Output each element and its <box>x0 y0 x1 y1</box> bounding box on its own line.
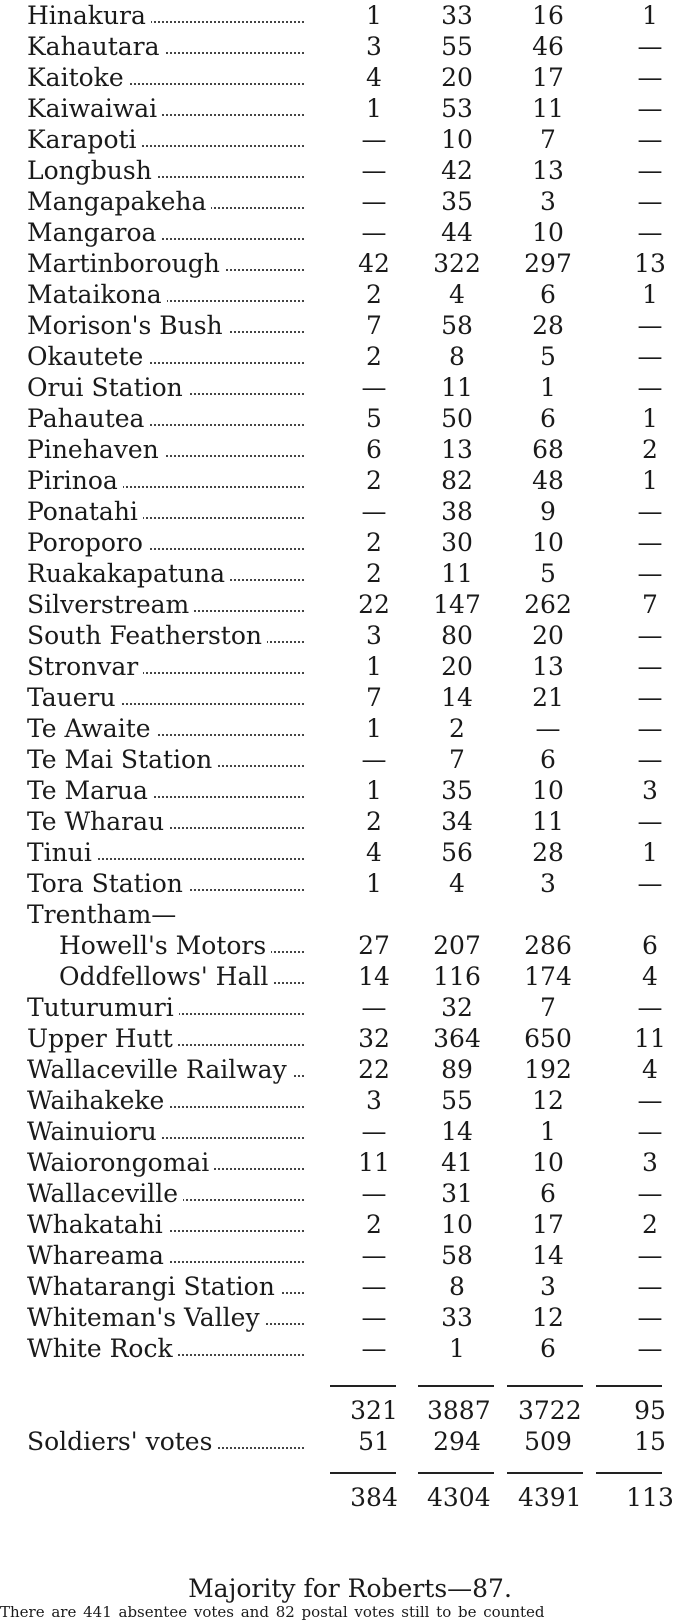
table-row <box>0 372 700 403</box>
vote-count-c4: 1 <box>642 280 658 309</box>
vote-count-c2: 322 <box>433 249 481 278</box>
vote-count-c2: 11 <box>441 373 473 402</box>
vote-count-c4: — <box>637 528 663 557</box>
polling-place-name: Wainuioru <box>27 1116 312 1147</box>
table-row <box>0 992 700 1023</box>
vote-count-c1: — <box>361 745 387 774</box>
vote-count-c2: 147 <box>433 590 481 619</box>
table-row <box>0 496 700 527</box>
vote-count-c3: 21 <box>532 683 564 712</box>
vote-count-c4: — <box>637 683 663 712</box>
vote-count-c1: — <box>361 1179 387 1208</box>
vote-count-c2: 34 <box>441 807 473 836</box>
vote-count-c3: 262 <box>524 590 572 619</box>
vote-count-c4 <box>620 899 680 930</box>
polling-place-name: Wallaceville <box>27 1178 312 1209</box>
vote-count-c3: 10 <box>532 218 564 247</box>
table-row <box>0 465 700 496</box>
vote-count-c3: 28 <box>532 311 564 340</box>
vote-count-c2: 35 <box>441 187 473 216</box>
vote-count-c3 <box>518 899 578 930</box>
vote-count-c4: — <box>637 1334 663 1363</box>
polling-place-name: Stronvar <box>27 651 312 682</box>
vote-count-c1: 2 <box>366 280 382 309</box>
vote-count-c1: 4 <box>366 838 382 867</box>
subtotal-rule-c1 <box>330 1385 396 1387</box>
vote-count-c2: 41 <box>441 1148 473 1177</box>
table-row <box>0 1178 700 1209</box>
vote-count-c3: 17 <box>532 1210 564 1239</box>
vote-count-c4: 2 <box>642 1210 658 1239</box>
vote-count-c3: 11 <box>532 807 564 836</box>
polling-place-name: Waiorongomai <box>27 1147 312 1178</box>
vote-count-c2: 35 <box>441 776 473 805</box>
subtotal-rule-c3 <box>507 1385 583 1387</box>
vote-count-c2: 56 <box>441 838 473 867</box>
vote-count-c2: 11 <box>441 559 473 588</box>
vote-count-c3: 5 <box>540 559 556 588</box>
vote-count-c1: 3 <box>366 32 382 61</box>
vote-count-c3: 286 <box>524 931 572 960</box>
total-rule-c3 <box>507 1472 583 1474</box>
table-row <box>0 1147 700 1178</box>
vote-count-c3: 28 <box>532 838 564 867</box>
vote-count-c1: 1 <box>366 652 382 681</box>
vote-count-c3: 1 <box>540 1117 556 1146</box>
vote-count-c4: — <box>637 497 663 526</box>
subtotal-row <box>0 1395 700 1426</box>
vote-count-c2: 58 <box>441 311 473 340</box>
subtotal-rule-c4 <box>596 1385 662 1387</box>
polling-place-name: Whareama <box>27 1240 312 1271</box>
total-row <box>0 1482 700 1513</box>
total-rule-c2 <box>418 1472 494 1474</box>
polling-place-name: Te Awaite <box>27 713 312 744</box>
vote-count-c2: 82 <box>441 466 473 495</box>
vote-count-c1: 3 <box>366 621 382 650</box>
vote-count-c4: — <box>637 311 663 340</box>
vote-count-c2: 89 <box>441 1055 473 1084</box>
vote-count-c1: — <box>361 1117 387 1146</box>
vote-count-c1: 11 <box>358 1148 390 1177</box>
table-row <box>0 930 700 961</box>
vote-count-c3: 12 <box>532 1303 564 1332</box>
vote-count-c2: 1 <box>449 1334 465 1363</box>
table-row <box>0 93 700 124</box>
polling-place-name: Silverstream <box>27 589 312 620</box>
polling-place-name: Whakatahi <box>27 1209 312 1240</box>
table-row <box>0 186 700 217</box>
vote-count-c4: — <box>637 559 663 588</box>
polling-place-name: Te Marua <box>27 775 312 806</box>
table-row <box>0 1333 700 1364</box>
table-row <box>0 558 700 589</box>
vote-count-c4: 7 <box>642 590 658 619</box>
vote-count-c1: 2 <box>366 559 382 588</box>
vote-count-c3: 16 <box>532 1 564 30</box>
polling-place-name: South Featherston <box>27 620 312 651</box>
vote-count-c3: 68 <box>532 435 564 464</box>
table-row <box>0 1085 700 1116</box>
polling-place-name: Morison's Bush <box>27 310 312 341</box>
vote-count-c2: 8 <box>449 342 465 371</box>
vote-count-c1: 1 <box>366 869 382 898</box>
vote-count-c4: 1 <box>642 1 658 30</box>
table-row <box>0 1116 700 1147</box>
polling-place-name: Poroporo <box>27 527 312 558</box>
subtotal-rule-c2 <box>418 1385 494 1387</box>
polling-place-name: Pahautea <box>27 403 312 434</box>
vote-count-c3: — <box>535 714 561 743</box>
vote-count-c3: 3 <box>540 187 556 216</box>
vote-count-c4: — <box>637 32 663 61</box>
vote-count-c2: 33 <box>441 1 473 30</box>
vote-count-c3: 9 <box>540 497 556 526</box>
vote-count-c4: — <box>637 1272 663 1301</box>
vote-count-c4: 13 <box>634 249 666 278</box>
vote-count-c2: 8 <box>449 1272 465 1301</box>
vote-count-c3: 5 <box>540 342 556 371</box>
vote-count-c2: 10 <box>441 1210 473 1239</box>
polling-place-name: Pinehaven <box>27 434 312 465</box>
vote-count-c3: 6 <box>540 745 556 774</box>
vote-count-c1: 32 <box>358 1024 390 1053</box>
polling-place-name: White Rock <box>27 1333 312 1364</box>
vote-count-c1: 7 <box>366 311 382 340</box>
vote-count-c2: 50 <box>441 404 473 433</box>
polling-place-name: Tuturumuri <box>27 992 312 1023</box>
vote-count-c3: 12 <box>532 1086 564 1115</box>
vote-count-c3: 13 <box>532 156 564 185</box>
vote-count-c1: — <box>361 125 387 154</box>
vote-count-c4: 6 <box>642 931 658 960</box>
vote-count-c1: — <box>361 187 387 216</box>
vote-count-c1: — <box>361 1303 387 1332</box>
vote-count-c3: 11 <box>532 94 564 123</box>
vote-count-c3: 10 <box>532 528 564 557</box>
vote-count-c3: 20 <box>532 621 564 650</box>
vote-count-c3: 7 <box>540 993 556 1022</box>
subtotal-c1: 321 <box>350 1396 398 1425</box>
vote-count-c2: 116 <box>433 962 481 991</box>
polling-place-name: Ruakakapatuna <box>27 558 312 589</box>
vote-count-c1: 22 <box>358 590 390 619</box>
vote-count-c1: — <box>361 373 387 402</box>
total-c1: 384 <box>350 1483 398 1512</box>
table-row <box>0 1240 700 1271</box>
vote-count-c1: 27 <box>358 931 390 960</box>
vote-count-c2: 13 <box>441 435 473 464</box>
subtotal-c2: 3887 <box>427 1396 491 1425</box>
polling-place-name: Trentham— <box>27 899 312 930</box>
vote-count-c4: — <box>637 1117 663 1146</box>
table-row <box>0 527 700 558</box>
vote-count-c2: 2 <box>449 714 465 743</box>
vote-count-c1: — <box>361 497 387 526</box>
vote-count-c3: 650 <box>524 1024 572 1053</box>
vote-count-c2: 55 <box>441 1086 473 1115</box>
vote-count-c4: — <box>637 187 663 216</box>
vote-count-c3: 14 <box>532 1241 564 1270</box>
polling-place-name: Mangapakeha <box>27 186 312 217</box>
polling-place-name: Te Wharau <box>27 806 312 837</box>
polling-place-name: Te Mai Station <box>27 744 312 775</box>
vote-count-c3: 7 <box>540 125 556 154</box>
vote-count-c3: 6 <box>540 280 556 309</box>
vote-count-c1: 3 <box>366 1086 382 1115</box>
polling-place-name: Okautete <box>27 341 312 372</box>
vote-count-c3: 192 <box>524 1055 572 1084</box>
total-rule-c4 <box>596 1472 662 1474</box>
table-row <box>0 31 700 62</box>
vote-count-c3: 3 <box>540 869 556 898</box>
vote-count-c2: 58 <box>441 1241 473 1270</box>
vote-count-c3: 10 <box>532 1148 564 1177</box>
vote-count-c1: 5 <box>366 404 382 433</box>
polling-place-name: Pirinoa <box>27 465 312 496</box>
vote-count-c1: — <box>361 156 387 185</box>
vote-count-c2: 53 <box>441 94 473 123</box>
polling-place-name: Kahautara <box>27 31 312 62</box>
table-row <box>0 682 700 713</box>
table-row <box>0 744 700 775</box>
total-rule-c1 <box>330 1472 396 1474</box>
polling-place-name: Longbush <box>27 155 312 186</box>
vote-count-c4: — <box>637 218 663 247</box>
vote-count-c1: 6 <box>366 435 382 464</box>
table-row <box>0 868 700 899</box>
vote-count-c1: 22 <box>358 1055 390 1084</box>
vote-count-c4: — <box>637 1086 663 1115</box>
vote-count-c2: 42 <box>441 156 473 185</box>
vote-count-c2: 80 <box>441 621 473 650</box>
soldiers-c4: 15 <box>634 1427 666 1456</box>
vote-count-c3: 297 <box>524 249 572 278</box>
table-row <box>0 1302 700 1333</box>
vote-count-c3: 10 <box>532 776 564 805</box>
soldiers-c1: 51 <box>358 1427 390 1456</box>
table-row <box>0 961 700 992</box>
polling-place-name: Taueru <box>27 682 312 713</box>
vote-count-c2: 20 <box>441 63 473 92</box>
vote-count-c4: — <box>637 1179 663 1208</box>
total-c4: 113 <box>626 1483 674 1512</box>
table-row <box>0 124 700 155</box>
table-row <box>0 403 700 434</box>
vote-count-c1: 4 <box>366 63 382 92</box>
table-row <box>0 434 700 465</box>
vote-count-c4: — <box>637 94 663 123</box>
vote-count-c2: 44 <box>441 218 473 247</box>
majority-line: Majority for Roberts—87. <box>188 1574 512 1603</box>
vote-count-c4: 4 <box>642 1055 658 1084</box>
polling-place-name: Tinui <box>27 837 312 868</box>
polling-place-name: Waihakeke <box>27 1085 312 1116</box>
vote-count-c1: — <box>361 218 387 247</box>
subtotal-c4: 95 <box>634 1396 666 1425</box>
vote-count-c3: 174 <box>524 962 572 991</box>
vote-count-c4: 11 <box>634 1024 666 1053</box>
vote-count-c1: 7 <box>366 683 382 712</box>
vote-count-c4: — <box>637 125 663 154</box>
table-row <box>0 279 700 310</box>
vote-count-c3: 48 <box>532 466 564 495</box>
vote-count-c1 <box>344 899 404 930</box>
vote-count-c2: 4 <box>449 280 465 309</box>
vote-count-c1: 2 <box>366 342 382 371</box>
vote-count-c4: — <box>637 1241 663 1270</box>
polling-place-name: Orui Station <box>27 372 312 403</box>
polling-place-name: Whiteman's Valley <box>27 1302 312 1333</box>
vote-count-c1: 14 <box>358 962 390 991</box>
polling-place-name: Upper Hutt <box>27 1023 312 1054</box>
vote-count-c1: — <box>361 1334 387 1363</box>
vote-count-c2: 207 <box>433 931 481 960</box>
table-row <box>0 217 700 248</box>
table-row <box>0 837 700 868</box>
vote-count-c4: 4 <box>642 962 658 991</box>
table-row <box>0 341 700 372</box>
table-row <box>0 775 700 806</box>
vote-count-c4: — <box>637 373 663 402</box>
vote-count-c4: 1 <box>642 466 658 495</box>
vote-count-c2: 4 <box>449 869 465 898</box>
polling-place-name: Martinborough <box>27 248 312 279</box>
vote-count-c3: 6 <box>540 1334 556 1363</box>
vote-count-c4: — <box>637 993 663 1022</box>
vote-count-c1: 1 <box>366 714 382 743</box>
vote-count-c2 <box>427 899 487 930</box>
total-c3: 4391 <box>518 1483 582 1512</box>
vote-count-c3: 6 <box>540 1179 556 1208</box>
table-row <box>0 0 700 31</box>
polling-place-name: Tora Station <box>27 868 312 899</box>
polling-place-name: Mataikona <box>27 279 312 310</box>
vote-count-c1: 2 <box>366 1210 382 1239</box>
table-row <box>0 1271 700 1302</box>
polling-place-name: Mangaroa <box>27 217 312 248</box>
table-row <box>0 310 700 341</box>
vote-count-c1: 2 <box>366 528 382 557</box>
table-row <box>0 1209 700 1240</box>
vote-count-c2: 55 <box>441 32 473 61</box>
vote-count-c2: 10 <box>441 125 473 154</box>
vote-count-c4: 1 <box>642 838 658 867</box>
table-row <box>0 899 700 930</box>
polling-place-name: Hinakura <box>27 0 312 31</box>
vote-count-c4: 3 <box>642 1148 658 1177</box>
vote-count-c1: 2 <box>366 807 382 836</box>
vote-count-c3: 17 <box>532 63 564 92</box>
soldiers-c2: 294 <box>433 1427 481 1456</box>
vote-count-c4: 2 <box>642 435 658 464</box>
vote-count-c1: 1 <box>366 1 382 30</box>
vote-count-c1: — <box>361 1241 387 1270</box>
table-row <box>0 620 700 651</box>
vote-count-c4: — <box>637 714 663 743</box>
vote-count-c4: — <box>637 342 663 371</box>
vote-count-c2: 30 <box>441 528 473 557</box>
table-row <box>0 651 700 682</box>
polling-place-name: Wallaceville Railway <box>27 1054 312 1085</box>
vote-count-c2: 32 <box>441 993 473 1022</box>
vote-count-c2: 14 <box>441 683 473 712</box>
vote-count-c1: 1 <box>366 776 382 805</box>
vote-count-c3: 13 <box>532 652 564 681</box>
vote-count-c4: — <box>637 621 663 650</box>
polling-place-name: Karapoti <box>27 124 312 155</box>
table-row <box>0 155 700 186</box>
polling-place-name: Howell's Motors <box>59 930 312 961</box>
vote-count-c4: — <box>637 652 663 681</box>
vote-count-c4: 1 <box>642 404 658 433</box>
vote-count-c1: 2 <box>366 466 382 495</box>
vote-count-c2: 14 <box>441 1117 473 1146</box>
vote-count-c3: 3 <box>540 1272 556 1301</box>
polling-place-name: Ponatahi <box>27 496 312 527</box>
vote-count-c1: — <box>361 1272 387 1301</box>
polling-place-name: Kaitoke <box>27 62 312 93</box>
total-c2: 4304 <box>427 1483 491 1512</box>
polling-place-name: Kaiwaiwai <box>27 93 312 124</box>
polling-place-name: Oddfellows' Hall <box>59 961 312 992</box>
vote-count-c3: 1 <box>540 373 556 402</box>
vote-count-c2: 31 <box>441 1179 473 1208</box>
table-row <box>0 806 700 837</box>
vote-count-c4: — <box>637 156 663 185</box>
soldiers-c3: 509 <box>524 1427 572 1456</box>
vote-count-c2: 7 <box>449 745 465 774</box>
soldiers-votes-row <box>0 1426 700 1457</box>
soldiers-votes-label: Soldiers' votes <box>27 1426 312 1457</box>
table-row <box>0 1023 700 1054</box>
polling-place-name: Whatarangi Station <box>27 1271 312 1302</box>
table-row <box>0 589 700 620</box>
absentee-footnote: There are 441 absentee votes and 82 postal votes still to be counted <box>0 1603 545 1621</box>
vote-count-c4: — <box>637 63 663 92</box>
table-row <box>0 62 700 93</box>
vote-count-c2: 20 <box>441 652 473 681</box>
subtotal-c3: 3722 <box>518 1396 582 1425</box>
vote-count-c1: — <box>361 993 387 1022</box>
vote-count-c1: 42 <box>358 249 390 278</box>
vote-count-c4: 3 <box>642 776 658 805</box>
table-row <box>0 248 700 279</box>
table-row <box>0 713 700 744</box>
vote-count-c3: 6 <box>540 404 556 433</box>
vote-count-c2: 33 <box>441 1303 473 1332</box>
vote-count-c3: 46 <box>532 32 564 61</box>
vote-count-c4: — <box>637 1303 663 1332</box>
vote-count-c1: 1 <box>366 94 382 123</box>
vote-count-c4: — <box>637 745 663 774</box>
vote-count-c2: 364 <box>433 1024 481 1053</box>
vote-count-c4: — <box>637 869 663 898</box>
vote-count-c4: — <box>637 807 663 836</box>
vote-count-c2: 38 <box>441 497 473 526</box>
table-row <box>0 1054 700 1085</box>
